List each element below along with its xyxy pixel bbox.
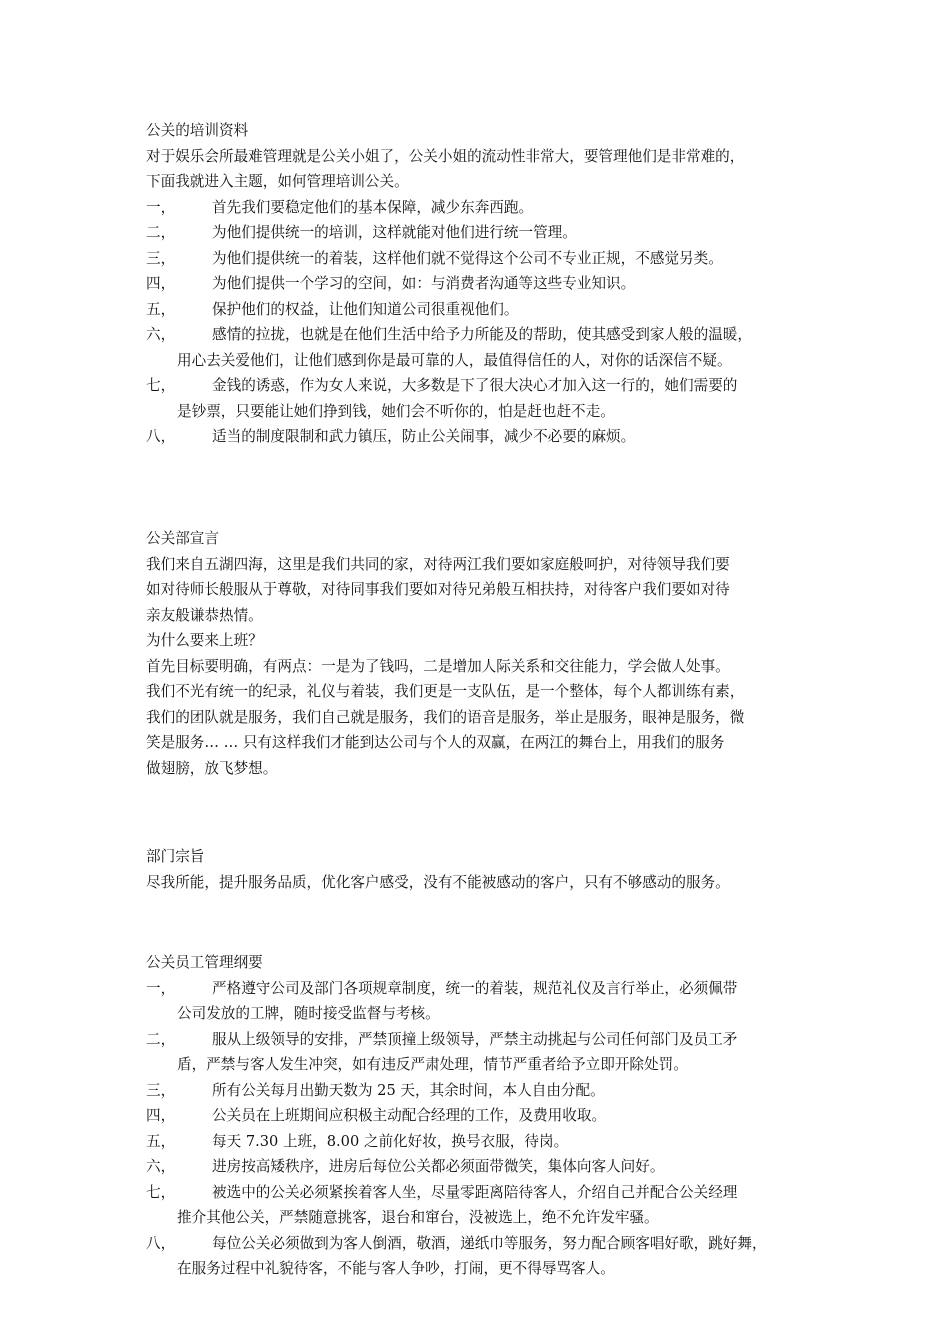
- item-number: 一，: [146, 979, 176, 997]
- section-declaration: [146, 526, 816, 781]
- item-number: 一，: [146, 198, 176, 216]
- list-item: [146, 322, 816, 373]
- item-text: 金钱的诱惑，作为女人来说，大多数是下了很大决心才加入这一行的，她们需要的: [212, 377, 738, 394]
- item-number: 七，: [146, 1183, 176, 1201]
- list-item: [146, 1078, 816, 1104]
- paragraph-line: 如对待师长般服从于尊敬，对待同事我们要如对待兄弟般互相扶持，对待客户我们要如对待: [146, 581, 730, 598]
- paragraph-line: 首先目标要明确，有两点：一是为了钱吗，二是增加人际关系和交往能力，学会做人处事。: [146, 657, 730, 675]
- item-number: 八，: [146, 428, 176, 445]
- item-text: 首先我们要稳定他们的基本保障，减少东奔西跑。: [212, 198, 534, 216]
- item-text: 严格遵守公司及部门各项规章制度，统一的着装，规范礼仪及言行举止，必须佩带: [212, 979, 738, 997]
- list-item: [146, 271, 816, 297]
- item-number: 二，: [146, 1030, 176, 1048]
- item-text: 公关员在上班期间应积极主动配合经理的工作，及费用收取。: [212, 1107, 607, 1124]
- item-number: 八，: [146, 1234, 176, 1252]
- item-number: 四，: [146, 1107, 176, 1124]
- list-item: [146, 220, 816, 246]
- list-item: [146, 1103, 816, 1129]
- paragraph-line: 我们不光有统一的纪录，礼仪与着装，我们更是一支队伍，是一个整体，每个人都训练有素，: [146, 683, 745, 700]
- paragraph-line: 亲友般谦恭热情。: [146, 606, 263, 624]
- paragraph-line: 尽我所能，提升服务品质，优化客户感受，没有不能被感动的客户，只有不够感动的服务。: [146, 873, 730, 891]
- list-item: [146, 1129, 816, 1155]
- item-number: 二，: [146, 224, 176, 241]
- item-text: 感情的拉拢，也就是在他们生活中给予力所能及的帮助，使其感受到家人般的温暖，: [212, 326, 752, 343]
- item-text: 为他们提供统一的着装，这样他们就不觉得这个公司不专业正规，不感觉另类。: [212, 249, 723, 267]
- item-text: 所有公关每月出勤天数为 25 天，其余时间，本人自由分配。: [212, 1081, 605, 1099]
- item-text: 服从上级领导的安排，严禁顶撞上级领导，严禁主动挑起与公司任何部门及员工矛: [212, 1030, 738, 1048]
- item-number: 七，: [146, 377, 176, 394]
- item-number: 三，: [146, 1081, 176, 1099]
- paragraph-line: 我们来自五湖四海，这里是我们共同的家，对待两江我们要如家庭般呵护，对待领导我们要: [146, 555, 730, 573]
- list-item: [146, 195, 816, 221]
- item-text: 适当的制度限制和武力镇压，防止公关闹事，减少不必要的麻烦。: [212, 428, 636, 445]
- section-title: 部门宗旨: [146, 848, 205, 865]
- spacer: [146, 450, 816, 501]
- intro-line: 对于娱乐会所最难管理就是公关小姐了，公关小姐的流动性非常大，要管理他们是非常难的，: [146, 147, 745, 165]
- list-item: [146, 1027, 816, 1078]
- item-text-continued: 盾，严禁与客人发生冲突，如有违反严肃处理，情节严重者给予立即开除处罚。: [177, 1056, 688, 1073]
- document-body: [146, 118, 816, 1282]
- item-number: 五，: [146, 300, 176, 318]
- item-number: 三，: [146, 249, 176, 267]
- section-title: 公关的培训资料: [146, 122, 249, 139]
- section-title: 公关部宣言: [146, 530, 219, 547]
- item-text-continued: 公司发放的工牌，随时接受监督与考核。: [177, 1005, 440, 1022]
- spacer: [146, 501, 816, 527]
- item-text: 被选中的公关必须紧挨着客人坐，尽量零距离陪待客人，介绍自己并配合公关经理: [212, 1183, 738, 1201]
- list-item: [146, 424, 816, 450]
- list-item: [146, 976, 816, 1027]
- section-management-outline: [146, 950, 816, 1282]
- list-item: [146, 1154, 816, 1180]
- paragraph-line: 笑是服务… … 只有这样我们才能到达公司与个人的双赢，在两江的舞台上，用我们的服务: [146, 734, 725, 751]
- paragraph-line: 做翅膀，放飞梦想。: [146, 759, 278, 777]
- item-text: 为他们提供统一的培训，这样就能对他们进行统一管理。: [212, 224, 577, 241]
- list-item: [146, 1180, 816, 1231]
- list-item: [146, 373, 816, 424]
- item-text: 每天 7.30 上班，8.00 之前化好妆，换号衣服，待岗。: [212, 1132, 569, 1150]
- question-line: 为什么要来上班？: [146, 632, 263, 649]
- intro-line: 下面我就进入主题，如何管理培训公关。: [146, 173, 409, 190]
- spacer: [146, 832, 816, 844]
- item-text-continued: 在服务过程中礼貌待客，不能与客人争吵，打闹，更不得辱骂客人。: [177, 1260, 615, 1277]
- paragraph-line: 我们的团队就是服务，我们自己就是服务，我们的语音是服务，举止是服务，眼神是服务，微: [146, 708, 745, 726]
- item-text: 为他们提供一个学习的空间，如：与消费者沟通等这些专业知识。: [212, 275, 636, 292]
- list-item: [146, 297, 816, 323]
- spacer: [146, 895, 816, 946]
- section-title: 公关员工管理纲要: [146, 954, 263, 971]
- item-text: 保护他们的权益，让他们知道公司很重视他们。: [212, 300, 519, 318]
- section-purpose: [146, 844, 816, 895]
- item-number: 四，: [146, 275, 176, 292]
- list-item: [146, 1231, 816, 1282]
- item-text-continued: 是钞票，只要能让她们挣到钱，她们会不听你的，怕是赶也赶不走。: [177, 402, 615, 420]
- item-text: 每位公关必须做到为客人倒酒，敬酒，递纸巾等服务，努力配合顾客唱好歌，跳好舞，: [212, 1234, 767, 1252]
- section-training: [146, 118, 816, 450]
- item-number: 六，: [146, 1158, 176, 1175]
- item-number: 五，: [146, 1132, 176, 1150]
- item-number: 六，: [146, 326, 176, 343]
- spacer: [146, 781, 816, 832]
- item-text-continued: 推介其他公关，严禁随意挑客，退台和窜台，没被选上，绝不允许发牢骚。: [177, 1209, 659, 1226]
- item-text-continued: 用心去关爱他们，让他们感到你是最可靠的人，最值得信任的人，对你的话深信不疑。: [177, 351, 732, 369]
- list-item: [146, 246, 816, 272]
- item-text: 进房按高矮秩序，进房后每位公关都必须面带微笑，集体向客人问好。: [212, 1158, 665, 1175]
